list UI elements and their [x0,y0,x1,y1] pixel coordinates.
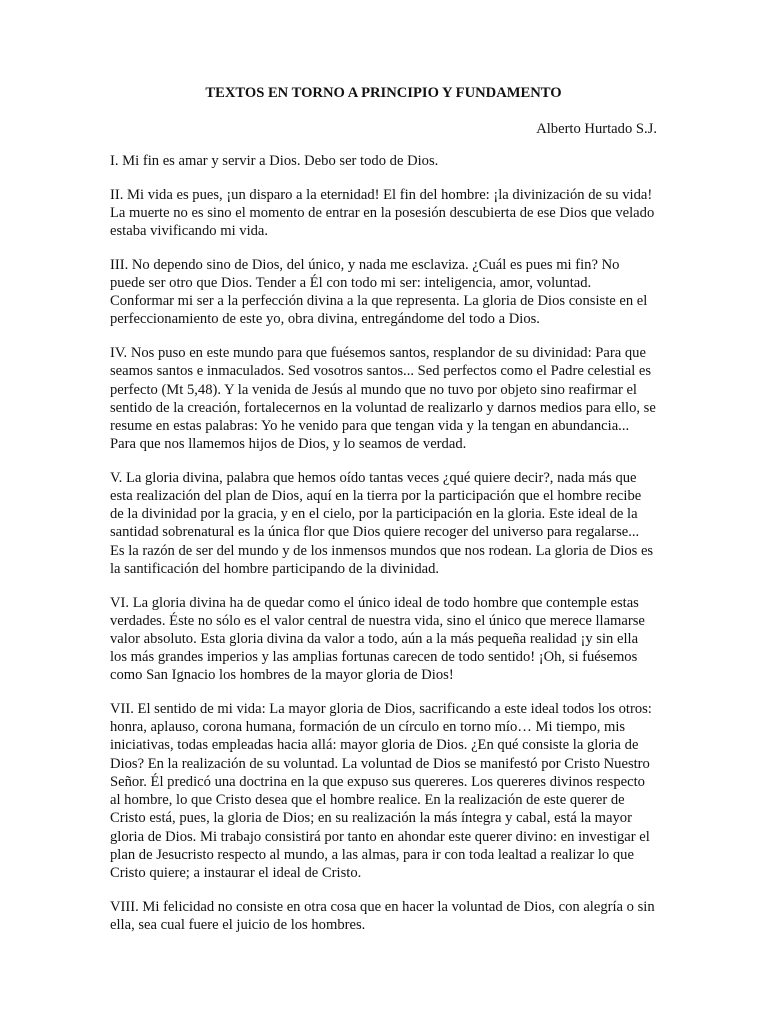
document-author: Alberto Hurtado S.J. [536,121,657,137]
paragraph-iv: IV. Nos puso en este mundo para que fuésemos santos, resplandor de su divinidad: Para que seamos santos e inmaculados. Sed vosotros santos... Sed perfectos como el Padre celestial es perfecto (Mt 5,48). Y la venida de Jesús al mundo que no tuvo por objeto sino reafirmar el sentido de la creación, fortalecernos en la voluntad de realizarlo y darnos medios para ello, se resume en estas palabras: Yo he venido para que tengan vida y la tengan en abundancia... Para que nos llamemos hijos de Dios, y lo seamos de verdad. [110,345,656,453]
paragraph-iii: III. No dependo sino de Dios, del único, y nada me esclaviza. ¿Cuál es pues mi fin? No puede ser otro que Dios. Tender a Él con todo mi ser: inteligencia, amor, voluntad. Conformar mi ser a la perfección divina a la que representa. La gloria de Dios consiste en el perfeccionamiento de este yo, obra divina, entregándome del todo a Dios. [110,256,648,328]
paragraph-i: I. Mi fin es amar y servir a Dios. Debo ser todo de Dios. [110,153,439,169]
paragraph-ii: II. Mi vida es pues, ¡un disparo a la eternidad! El fin del hombre: ¡la divinización de su vida! La muerte no es sino el momento de entrar en la posesión descubierta de ese Dios que velado estaba vivificando mi vida. [110,186,655,240]
paragraph-vii: VII. El sentido de mi vida: La mayor gloria de Dios, sacrificando a este ideal todos los otros: honra, aplauso, corona humana, formación de un círculo en torno mío… Mi tiempo, mis iniciativas, todas empleadas hacia allá: mayor gloria de Dios. ¿En qué consiste la gloria de Dios? En la realización de su voluntad. La voluntad de Dios se manifestó por Cristo Nuestro Señor. Él predicó una doctrina en la que expuso sus quereres. Los quereres divinos respecto al hombre, lo que Cristo desea que el hombre realice. En la realización de este querer de Cristo está, pues, la gloria de Dios; en su realización la más íntegra y cabal, está la mayor gloria de Dios. Mi trabajo consistirá por tanto en ahondar este querer divino: en investigar el plan de Jesucristo respecto al mundo, a las almas, para ir con toda lealtad a realizar lo que Cristo quiere; a instaurar el ideal de Cristo. [110,701,652,881]
paragraph-viii: VIII. Mi felicidad no consiste en otra cosa que en hacer la voluntad de Dios, con alegría o sin ella, sea cual fuere el juicio de los hombres. [110,898,655,933]
document-title: TEXTOS EN TORNO A PRINCIPIO Y FUNDAMENTO [205,85,562,101]
paragraph-v: V. La gloria divina, palabra que hemos oído tantas veces ¿qué quiere decir?, nada más que esta realización del plan de Dios, aquí en la tierra por la participación que el hombre recibe de la divinidad por la gracia, y en el cielo, por la participación en la gloria. Este ideal de la santidad sobrenatural es la única flor que Dios quiere recoger del universo para regalarse... Es la razón de ser del mundo y de los inmensos mundos que nos rodean. La gloria de Dios es la santificación del hombre participando de la divinidad. [110,469,654,577]
document-page [110,84,657,950]
paragraph-vi: VI. La gloria divina ha de quedar como el único ideal de todo hombre que contemple estas verdades. Éste no sólo es el valor central de nuestra vida, sino el único que merece llamarse valor absoluto. Esta gloria divina da valor a todo, aún a la más pequeña realidad ¡y sin ella los más grandes imperios y las amplias fortunas carecen de todo sentido! ¡Oh, si fuésemos como San Ignacio los hombres de la mayor gloria de Dios! [110,594,645,684]
